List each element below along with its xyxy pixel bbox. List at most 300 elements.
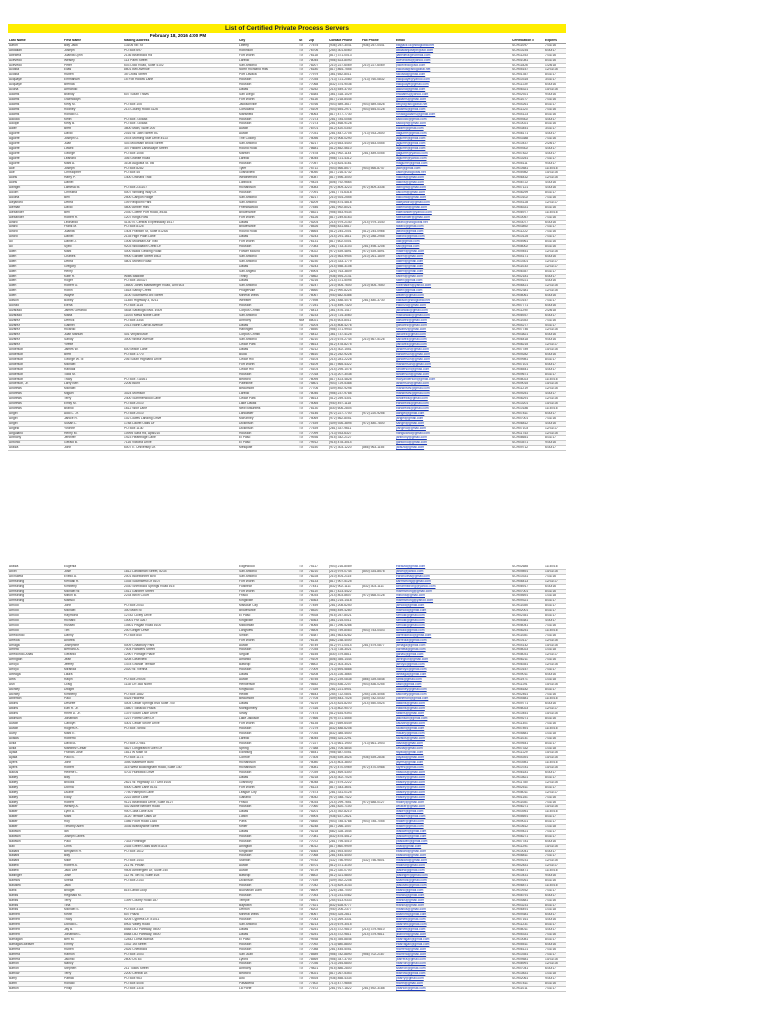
cell-last-name: Anguiano — [8, 431, 63, 436]
cell-email[interactable]: ratkins@gmail.com — [395, 712, 511, 717]
cell-email[interactable]: rarnold@gmail.com — [395, 614, 511, 619]
cell-email[interactable]: datchley@gmail.com — [395, 687, 511, 692]
cell-email[interactable]: dakins@gmail.com — [395, 181, 511, 186]
cell-contact-phone: (512) 259-4301 — [328, 397, 361, 402]
cell-city: Paris — [238, 820, 298, 825]
cell-email[interactable]: dalejandro@gmail.com — [395, 200, 511, 205]
cell-state: TX — [298, 348, 308, 353]
cell-first-name: Rodney — [63, 107, 123, 112]
cell-email[interactable]: laguirre@gmail.com — [395, 146, 511, 151]
cell-expires: 8/31/16 — [544, 205, 566, 210]
cell-email[interactable]: nbarron@gmail.com — [395, 962, 511, 967]
cell-email[interactable]: sali@gmail.com — [395, 245, 511, 250]
cell-fax-phone: (832) 303-1111 — [361, 584, 395, 589]
cell-email[interactable]: marmstrong@yahoo.com — [395, 599, 511, 604]
cell-email[interactable]: lbaker@gmail.com — [395, 810, 511, 815]
cell-email[interactable]: ganderson@gmail.com — [395, 357, 511, 362]
cell-contact-phone: (956) 371-9943 — [328, 328, 361, 333]
cell-email[interactable]: dalford@gmail.com — [395, 235, 511, 240]
cell-state: TX — [298, 746, 308, 751]
cell-expires: 7/31/16 — [544, 53, 566, 58]
cell-email[interactable]: janderson@gmail.com — [395, 348, 511, 353]
cell-email[interactable]: jbalusek@gmail.com — [395, 883, 511, 888]
cell-first-name: Dwight — [63, 687, 123, 692]
cell-email[interactable]: aacuna@gmail.com — [395, 88, 511, 93]
cell-city: Fort Worth — [238, 97, 298, 102]
cell-email[interactable]: payala@gmail.com — [395, 756, 511, 761]
cell-expires: 10/31/16 — [544, 382, 566, 387]
col-header-email: Email — [395, 39, 511, 43]
cell-expires: 12/31/17 — [544, 707, 566, 712]
cell-email[interactable]: ronaldgadams@gmail.com — [395, 112, 511, 117]
cell-email[interactable]: rarnold@gmail.com — [395, 623, 511, 628]
cell-email[interactable]: falfaro@gmail.com — [395, 225, 511, 230]
cell-email[interactable]: cavila@gmail.com — [395, 746, 511, 751]
cell-email[interactable]: sbarron@gmail.com — [395, 967, 511, 972]
cell-email[interactable]: mallen@gmail.com — [395, 249, 511, 254]
cell-state: TX — [298, 834, 308, 839]
cell-city: Frisco — [238, 800, 298, 805]
cell-first-name: Christina — [63, 191, 123, 196]
cell-email[interactable]: daleman@gmail.com — [395, 205, 511, 210]
cell-mailing-address: 4004 Cedar Springs Bvd Suite 700 — [123, 702, 238, 707]
cell-email[interactable]: rbarth@gmail.com — [395, 982, 511, 987]
cell-email[interactable]: garias@gmail.com — [395, 653, 511, 658]
cell-email[interactable]: cash@gmail.com — [395, 682, 511, 687]
cell-email[interactable]: jangel@gmail.com — [395, 416, 511, 421]
cell-email[interactable]: aarreola@gmail.com — [395, 638, 511, 643]
cell-email[interactable]: yangelo@gmail.com — [395, 426, 511, 431]
cell-certification-number: SCH11031 — [511, 736, 544, 741]
cell-email[interactable]: pacevedo@aol.com — [395, 63, 511, 68]
cell-email[interactable]: marroyo@gmail.com — [395, 668, 511, 673]
cell-last-name: Ash — [8, 682, 63, 687]
cell-certification-number: SCH11290 — [511, 308, 544, 313]
cell-email[interactable]: tarnold@gmail.com — [395, 628, 511, 633]
cell-email[interactable]: lalfaro@sbcglobal.net — [395, 220, 511, 225]
cell-email[interactable]: tandrews@gmail.com — [395, 397, 511, 402]
cell-city: Bastrop — [238, 663, 298, 668]
cell-email[interactable]: callen@gmail.com — [395, 254, 511, 259]
cell-first-name: George W. III — [63, 357, 123, 362]
cell-first-name: Randall — [63, 367, 123, 372]
cell-expires: 11/30/16 — [544, 726, 566, 731]
cell-email[interactable]: hanguiano@gmail.com — [395, 431, 511, 436]
cell-city: San Antonio — [238, 923, 298, 928]
cell-email[interactable]: jalvarado@gmail.com — [395, 308, 511, 313]
cell-certification-number: SCH03077 — [511, 220, 544, 225]
cell-email[interactable]: manderson@gmail.com — [395, 362, 511, 367]
cell-mailing-address: 1818 Sandy Creek — [123, 289, 238, 294]
cell-mailing-address: 5425 Hillcrest — [123, 697, 238, 702]
cell-email[interactable]: mandrews@gmail.com — [395, 387, 511, 392]
cell-email[interactable]: jballinger@gmail.com — [395, 874, 511, 879]
cell-city: Brownsville — [238, 210, 298, 215]
cell-email[interactable]: jarriaga@gmail.com — [395, 643, 511, 648]
cell-email[interactable]: cball@gmail.com — [395, 844, 511, 849]
cell-email[interactable]: ballison@sbcglobal.net — [395, 299, 511, 304]
cell-expires: 10/31/16 — [544, 712, 566, 717]
cell-city: San Antonio — [238, 254, 298, 259]
cell-zip: 77092 — [308, 942, 328, 947]
cell-email[interactable]: bballard@gmail.com — [395, 849, 511, 854]
cell-email[interactable]: eandrews@gmail.com — [395, 402, 511, 407]
cell-expires: 6/30/16 — [544, 702, 566, 707]
cell-contact-phone: (361) 215-1418 — [328, 599, 361, 604]
cell-email[interactable]: jarcel@yahoo.com — [395, 569, 511, 574]
cell-state: TX — [298, 579, 308, 584]
cell-zip: 75862 — [308, 274, 328, 279]
cell-contact-phone: (817) 860-9909 — [328, 844, 361, 849]
cell-city: Lancaster — [238, 411, 298, 416]
cell-email[interactable]: wallen@gmail.com — [395, 294, 511, 299]
cell-email[interactable]: barrieta@gmail.com — [395, 648, 511, 653]
cell-contact-phone: (915) 257-8021 — [328, 614, 361, 619]
cell-contact-phone: (281) 795-4010 — [328, 839, 361, 844]
cell-certification-number: SCH06432 — [511, 176, 544, 181]
cell-email[interactable]: tanderson@gmail.com — [395, 372, 511, 377]
cell-email[interactable]: davila@gmail.com — [395, 741, 511, 746]
cell-email[interactable]: kbarnett@gmail.com — [395, 913, 511, 918]
cell-mailing-address: PO Box 2143 — [123, 879, 238, 884]
cell-mailing-address: 603 Dolo Road, Suite 4102 — [123, 63, 238, 68]
cell-expires: 7/31/17 — [544, 668, 566, 673]
page-2 — [8, 565, 768, 992]
cell-email[interactable]: raustin@gmail.com — [395, 726, 511, 731]
cell-expires: 7/31/16 — [544, 137, 566, 142]
cell-email[interactable]: jaguirre@gmail.com — [395, 142, 511, 147]
cell-certification-number: SCH04142 — [511, 643, 544, 648]
cell-contact-phone: (325) 763-3809 — [328, 269, 361, 274]
cell-mailing-address: 7750 Hampton Lane — [123, 790, 238, 795]
cell-email[interactable]: larteaga@gmail.com — [395, 672, 511, 677]
cell-email[interactable]: patherton@gmail.com — [395, 697, 511, 702]
cell-email[interactable]: jlabellera@hotmail.com — [395, 53, 511, 58]
cell-email[interactable]: marmstrong@gmail.com — [395, 589, 511, 594]
cell-email[interactable]: mandrews@gmail.com — [395, 392, 511, 397]
cell-state: TX — [298, 825, 308, 830]
cell-email[interactable]: landerson@gmail.com — [395, 382, 511, 387]
cell-email[interactable]: jarroyo@gmail.com — [395, 663, 511, 668]
cell-email[interactable]: janthony@gmail.com — [395, 436, 511, 441]
cell-expires: 6/30/16 — [544, 220, 566, 225]
cell-certification-number: SCH11123 — [511, 107, 544, 112]
cell-contact-phone: (915) 355-8846 — [328, 937, 361, 942]
cell-email[interactable]: balcorta@gmail.com — [395, 196, 511, 201]
cell-email[interactable]: yalvarez@gmail.com — [395, 343, 511, 348]
cell-state: TX — [298, 741, 308, 746]
cell-email[interactable]: dbarnett@gmail.com — [395, 923, 511, 928]
cell-last-name: Atherton — [8, 697, 63, 702]
cell-expires: 10/31/16 — [544, 682, 566, 687]
cell-contact-phone: (817) 864-7555 — [328, 68, 361, 73]
cell-email[interactable]: pbaldwin@gmail.com — [395, 839, 511, 844]
cell-email[interactable]: mautry@gmail.com — [395, 731, 511, 736]
cell-email[interactable]: billyjack78@sbcglobal.net — [395, 43, 511, 48]
cell-email[interactable]: kallen@gmail.com — [395, 274, 511, 279]
cell-email[interactable]: pbarry@gmail.com — [395, 977, 511, 982]
cell-email[interactable]: wbaker@gmail.com — [395, 805, 511, 810]
cell-email[interactable]: rbarrera@gmail.com — [395, 952, 511, 957]
cell-email[interactable]: ibaldwin@gmail.com — [395, 829, 511, 834]
cell-expires: 7/31/17 — [544, 156, 566, 161]
cell-email[interactable]: eatkins@gmail.com — [395, 707, 511, 712]
cell-last-name: Angel — [8, 421, 63, 426]
cell-city: Brownsville — [238, 225, 298, 230]
cell-email[interactable]: tracyanderson@gmail.com — [395, 377, 511, 382]
cell-zip: 78045 — [308, 736, 328, 741]
cell-email[interactable]: caustin@gmail.com — [395, 722, 511, 727]
cell-email[interactable]: datkins@gmail.com — [395, 702, 511, 707]
cell-last-name: Acquaye — [8, 78, 63, 83]
cell-mailing-address: 10501 Pisgah Road #100 — [123, 623, 238, 628]
cell-zip: 76048 — [308, 780, 328, 785]
cell-email[interactable]: bballard@gmail.com — [395, 854, 511, 859]
cell-email[interactable]: mballard@gmail.com — [395, 859, 511, 864]
cell-email[interactable]: earaiza@gmail.com — [395, 565, 511, 569]
cell-fax-phone: (903) 589-0828 — [361, 102, 395, 107]
cell-city: Round Rock — [238, 230, 298, 235]
cell-email[interactable]: tbanks@gmail.com — [395, 898, 511, 903]
cell-email[interactable]: hakins@gmail.com — [395, 176, 511, 181]
cell-last-name: Acevedo — [8, 63, 63, 68]
cell-email[interactable]: salvarez@gmail.com — [395, 338, 511, 343]
cell-zip: 77539 — [308, 879, 328, 884]
cell-mailing-address: 8588 LBJ Parkway, #600 — [123, 932, 238, 937]
cell-email[interactable]: jbarnett@gmail.com — [395, 928, 511, 933]
cell-mailing-address: 112 W. 4th St, Suite #28 — [123, 874, 238, 879]
cell-email[interactable]: bbank@gmail.com — [395, 888, 511, 893]
cell-email[interactable]: gantonio@gmail.com — [395, 441, 511, 446]
cell-email[interactable]: lalbright@gmail.com — [395, 186, 511, 191]
cell-email[interactable]: ralvarez@gmail.com — [395, 328, 511, 333]
cell-state: TX — [298, 289, 308, 294]
cell-email[interactable]: bbailey@gmail.com — [395, 775, 511, 780]
cell-email[interactable]: jaguirre@gmail.com — [395, 137, 511, 142]
cell-email[interactable]: cake@sbcglobal.net — [395, 171, 511, 176]
cell-email[interactable]: rartis@gmail.com — [395, 677, 511, 682]
cell-email[interactable]: darredondo@gmail.com — [395, 633, 511, 638]
cell-last-name: Armstrong — [8, 599, 63, 604]
cell-email[interactable]: ravalos@gmail.com — [395, 736, 511, 741]
cell-email[interactable]: hallen@gmail.com — [395, 269, 511, 274]
cell-zip: 75104 — [308, 357, 328, 362]
cell-email[interactable]: dbailey@gmail.com — [395, 790, 511, 795]
cell-email[interactable]: jake@gmail.com — [395, 166, 511, 171]
cell-email[interactable]: jatkinson@gmail.com — [395, 717, 511, 722]
cell-contact-phone: (972) 348-7422 — [328, 795, 361, 800]
cell-email[interactable]: rbanks@gmail.com — [395, 893, 511, 898]
cell-contact-phone: (832) 374-9036 — [328, 83, 361, 88]
col-header-zip: Zip — [308, 39, 328, 43]
cell-first-name: George — [63, 151, 123, 156]
cell-email[interactable]: earchuleta@gmail.com — [395, 574, 511, 579]
cell-certification-number: SCH10186 — [511, 406, 544, 411]
cell-city: San Diego — [238, 92, 298, 97]
cell-email[interactable]: bacquaye@gmail.com — [395, 83, 511, 88]
cell-email[interactable]: marnold@gmail.com — [395, 609, 511, 614]
cell-email[interactable]: malvarado@gmail.com — [395, 313, 511, 318]
cell-email[interactable]: randerson@gmail.com — [395, 367, 511, 372]
cell-expires: 6/30/17 — [544, 967, 566, 972]
cell-first-name: Bernard A. — [63, 648, 123, 653]
cell-email[interactable]: kadolph@gmail.com — [395, 122, 511, 127]
cell-email[interactable]: jaraiza@gmail.com — [395, 446, 511, 451]
cell-email[interactable]: dbailey@gmail.com — [395, 785, 511, 790]
cell-city: Houston — [238, 771, 298, 776]
cell-email[interactable]: miltona@gmail.com — [395, 594, 511, 599]
cell-email[interactable]: aangel@gmail.com — [395, 411, 511, 416]
cell-email[interactable]: rallen@gmail.com — [395, 279, 511, 284]
cell-email[interactable]: tbarnett@gmail.com — [395, 918, 511, 923]
cell-email[interactable]: karmstrong@gmail.com — [395, 579, 511, 584]
cell-email[interactable]: gallen@gmail.com — [395, 264, 511, 269]
cell-email[interactable]: kimarmstrong@yahoo.com — [395, 584, 511, 589]
cell-email[interactable]: ebailey@gmail.com — [395, 795, 511, 800]
cell-city: Houston — [238, 117, 298, 122]
cell-email[interactable]: dalvarez@gmail.com — [395, 318, 511, 323]
cell-city: Houston — [238, 78, 298, 83]
cell-certification-number: SCH10251 — [511, 156, 544, 161]
cell-email[interactable]: radams@gmail.com — [395, 107, 511, 112]
cell-email[interactable]: bbailey@gmail.com — [395, 780, 511, 785]
cell-email[interactable]: tbarrow@gmail.com — [395, 972, 511, 977]
cell-zip: 77273 — [308, 122, 328, 127]
cell-expires: 7/31/16 — [544, 43, 566, 48]
cell-email[interactable]: dallen@gmail.com — [395, 259, 511, 264]
cell-email[interactable]: robertallen@yahoo.com — [395, 284, 511, 289]
cell-email[interactable]: pbarton@gmail.com — [395, 986, 511, 991]
cell-email[interactable]: abdallahjoseph@aol.com — [395, 48, 511, 53]
cell-zip: 76118 — [308, 53, 328, 58]
cell-contact-phone: (817) 371-0013 — [328, 53, 361, 58]
cell-email[interactable]: badler@gmail.com — [395, 127, 511, 132]
cell-first-name: Wesley — [63, 58, 123, 63]
cell-email[interactable]: dali@gmail.com — [395, 240, 511, 245]
cell-certification-number: SCH08811 — [511, 854, 544, 859]
cell-expires: 9/30/16 — [544, 441, 566, 446]
cell-email[interactable]: bandrews@gmail.com — [395, 406, 511, 411]
cell-first-name: Rhett D. Jr. — [63, 712, 123, 717]
cell-email[interactable]: sangel@gmail.com — [395, 421, 511, 426]
cell-first-name: Lamesa M. — [63, 186, 123, 191]
cell-email[interactable]: jalvarez@gmail.com — [395, 333, 511, 338]
cell-zip: 75065 — [308, 402, 328, 407]
cell-state: TX — [298, 795, 308, 800]
cell-contact-phone: (956) 721-4312 — [328, 156, 361, 161]
cell-email[interactable]: banderson@gmail.com — [395, 353, 511, 358]
cell-email[interactable]: rayers@gmail.com — [395, 766, 511, 771]
cell-email[interactable]: gadams@gmail.com — [395, 97, 511, 102]
cell-email[interactable]: jayers@gmail.com — [395, 761, 511, 766]
cell-certification-number: SCH11219 — [511, 387, 544, 392]
cell-email[interactable]: fayala@gmail.com — [395, 751, 511, 756]
cell-email[interactable]: acevedow@yahoo.com — [395, 58, 511, 63]
cell-email[interactable]: ebarragan@gmail.com — [395, 942, 511, 947]
cell-zip: 77083 — [308, 245, 328, 250]
cell-certification-number: SCH06812 — [511, 421, 544, 426]
cell-zip: 76021 — [308, 972, 328, 977]
cell-email[interactable]: rallen@gmail.com — [395, 289, 511, 294]
cell-contact-phone: (817) 343-3601 — [328, 785, 361, 790]
cell-email[interactable]: rballew@gmail.com — [395, 864, 511, 869]
cell-email[interactable]: jarnold@gmail.com — [395, 604, 511, 609]
cell-email[interactable]: rbailey@gmail.com — [395, 800, 511, 805]
cell-contact-phone: (817) 249-6163 — [328, 215, 361, 220]
cell-email[interactable]: jarrington@gmail.com — [395, 658, 511, 663]
cell-city: Richardson — [238, 761, 298, 766]
cell-email[interactable]: tbanks@gmail.com — [395, 903, 511, 908]
cell-email[interactable]: ralexander@gmail.com — [395, 215, 511, 220]
cell-mailing-address: 607 Plaza — [123, 913, 238, 918]
cell-mailing-address: 2234 Birch Court — [123, 594, 238, 599]
cell-email[interactable]: eacquaye@yahoo.com — [395, 78, 511, 83]
cell-email[interactable]: rarnold@gmail.com — [395, 618, 511, 623]
cell-contact-phone: (281) 488-4076 — [328, 299, 361, 304]
cell-city: Trinity — [238, 274, 298, 279]
cell-mailing-address: PO Box 1055 — [123, 151, 238, 156]
cell-state: TX — [298, 299, 308, 304]
cell-first-name: Yvonne — [63, 426, 123, 431]
cell-email[interactable]: rbaker@gmail.com — [395, 820, 511, 825]
cell-zip: 75069 — [308, 416, 328, 421]
cell-email[interactable]: tbaker@gmail.com — [395, 825, 511, 830]
cell-city: Edinburg — [238, 751, 298, 756]
cell-city: Midlothian — [238, 623, 298, 628]
cell-email[interactable]: kellyd@sbcglobal.net — [395, 102, 511, 107]
cell-email[interactable]: eacosta@sbcglobal.net — [395, 68, 511, 73]
cell-state: TX — [298, 402, 308, 407]
cell-email[interactable]: bbarragan@gmail.com — [395, 937, 511, 942]
cell-email[interactable]: mbaker@gmail.com — [395, 815, 511, 820]
cell-email[interactable]: daguirre@gmail.com — [395, 132, 511, 137]
cell-email[interactable]: jballew@gmail.com — [395, 869, 511, 874]
cell-first-name: Kevin — [63, 913, 123, 918]
cell-zip: 75460 — [308, 820, 328, 825]
cell-email[interactable]: rbarrera@gmail.com — [395, 947, 511, 952]
cell-email[interactable]: jalford@gmail.com — [395, 230, 511, 235]
cell-email[interactable]: maguirre@gmail.com — [395, 161, 511, 166]
cell-email[interactable]: gaguirre@yahoo.com — [395, 151, 511, 156]
cell-city: McKinney — [238, 416, 298, 421]
cell-email[interactable]: galvarez@gmail.com — [395, 323, 511, 328]
cell-email[interactable]: katchley@gmail.com — [395, 692, 511, 697]
cell-email[interactable]: jbaldwin@gmail.com — [395, 834, 511, 839]
cell-certification-number: SCH09302 — [511, 117, 544, 122]
cell-email[interactable]: ealonzo@gmail.com — [395, 303, 511, 308]
cell-email[interactable]: hbacus@gmail.com — [395, 771, 511, 776]
cell-email[interactable]: jbarrera@gmail.com — [395, 957, 511, 962]
cell-email[interactable]: balexander@yahoo.com — [395, 210, 511, 215]
cell-email[interactable]: jlbarnett@gmail.com — [395, 932, 511, 937]
cell-expires: 7/31/16 — [544, 800, 566, 805]
cell-email[interactable]: mbanks@gmail.com — [395, 908, 511, 913]
cell-contact-phone: (409) 926-3895 — [328, 421, 361, 426]
cell-email[interactable]: calcorn@gmail.com — [395, 191, 511, 196]
cell-city: Flower Mound — [238, 249, 298, 254]
cell-zip: 77575 — [308, 43, 328, 48]
cell-email[interactable]: racosta@gmail.com — [395, 73, 511, 78]
cell-email[interactable]: laguirre@yahoo.com — [395, 156, 511, 161]
cell-contact-phone: (512) 252-9228 — [328, 353, 361, 358]
cell-first-name: Larry Ben — [63, 382, 123, 387]
cell-email[interactable]: bradams@yahoo.com — [395, 92, 511, 97]
cell-zip: 75042 — [308, 795, 328, 800]
cell-zip: 77279 — [308, 726, 328, 731]
cell-email[interactable]: kadcock@gmail.com — [395, 117, 511, 122]
cell-email[interactable]: sbalmos@gmail.com — [395, 879, 511, 884]
cell-mailing-address: 1379 South Lake Drive — [123, 712, 238, 717]
